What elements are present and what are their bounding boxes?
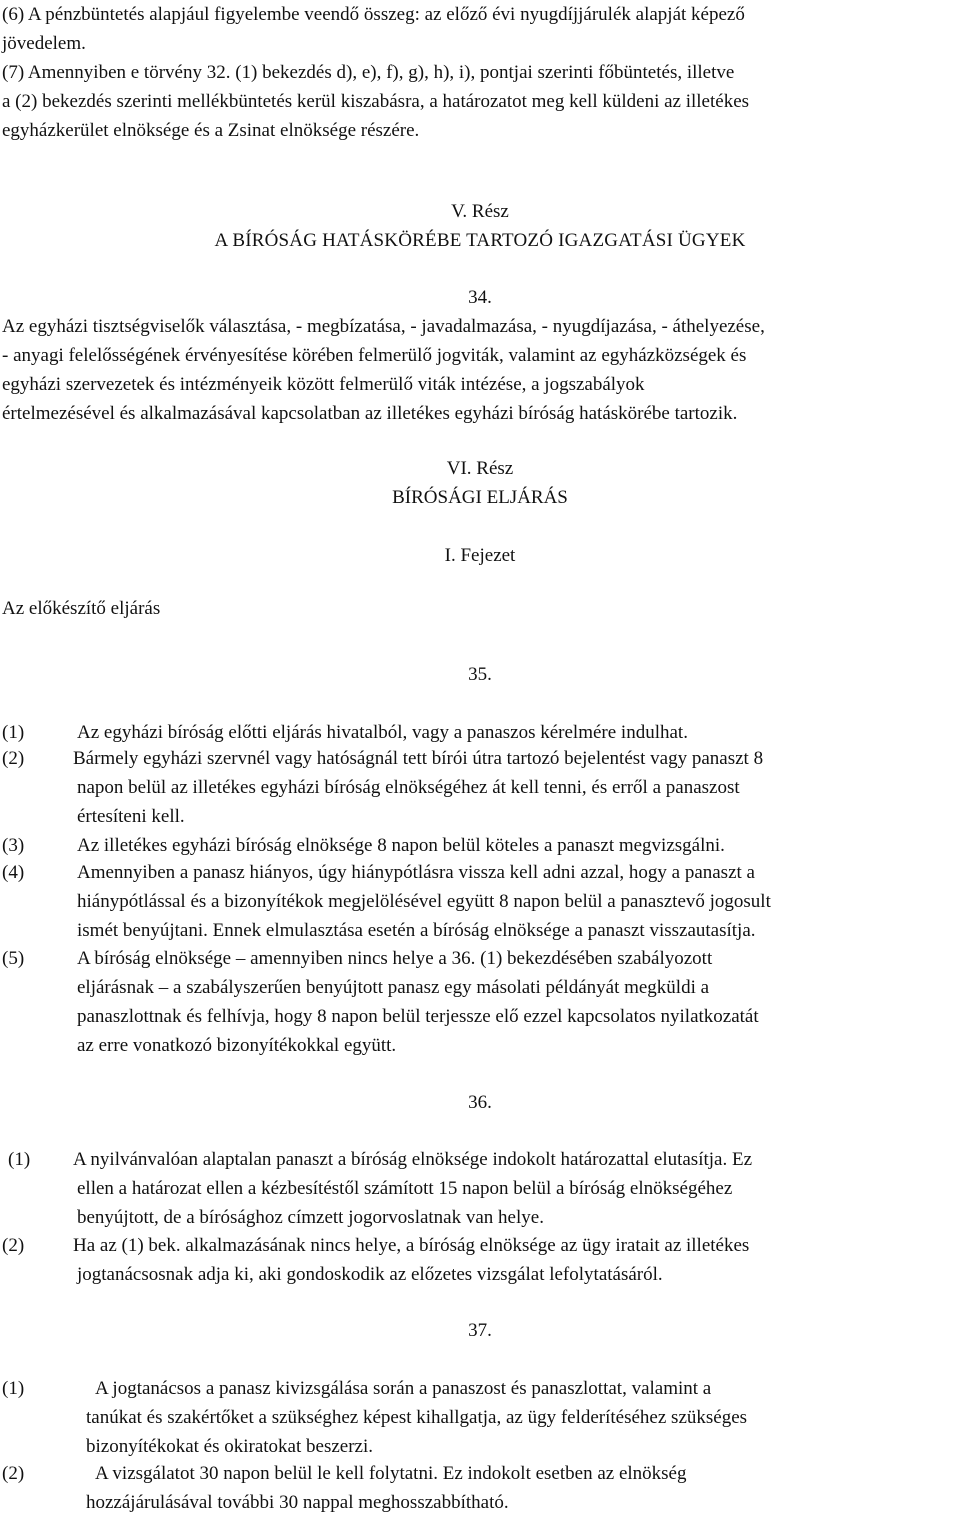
item-line: A nyilvánvalóan alaptalan panaszt a bíróság elnöksége indokolt határozattal elutasítja. Ez: [73, 1149, 753, 1170]
paragraph-7-line-3: egyházkerület elnöksége és a Zsinat elnöksége részére.: [2, 120, 420, 141]
section-37-heading: 37.: [468, 1320, 492, 1341]
item-line: az erre vonatkozó bizonyítékokkal együtt.: [77, 1035, 397, 1056]
item-line: hiánypótlással és a bizonyítékok megjelölésével együtt 8 napon belül a panasztevő jogosult: [77, 891, 771, 912]
item-line: ismét benyújtani. Ennek elmulasztása esetén a bíróság elnöksége a panaszt visszautasítja.: [77, 920, 756, 941]
section-36-heading: 36.: [468, 1092, 492, 1113]
item-line: Ha az (1) bek. alkalmazásának nincs helye, a bíróság elnöksége az ügy iratait az illetékes: [73, 1235, 750, 1256]
item-line: benyújtott, de a bírósághoz címzett jogorvoslatnak van helye.: [77, 1207, 544, 1228]
item-number: (1): [2, 722, 25, 743]
item-number: (1): [8, 1149, 31, 1170]
item-line: tanúkat és szakértőket a szükséghez képest kihallgatja, az ügy felderítéséhez szükséges: [86, 1407, 748, 1428]
item-line: ellen a határozat ellen a kézbesítéstől számított 15 napon belül a bíróság elnökségéhez: [77, 1178, 733, 1199]
item-number: (2): [2, 748, 25, 769]
section-34-line-1: Az egyházi tisztségviselők választása, - megbízatása, - javadalmazása, - nyugdíjazása, - áthelyezése,: [2, 316, 765, 337]
part-6-title: VI. Rész: [446, 458, 514, 479]
item-line: értesíteni kell.: [77, 806, 185, 827]
paragraph-6-line-1: (6) A pénzbüntetés alapjául figyelembe veendő összeg: az előző évi nyugdíjjárulék alapját képező: [2, 4, 745, 25]
item-line: A jogtanácsos a panasz kivizsgálása során a panaszost és panaszlottat, valamint a: [95, 1378, 712, 1399]
item-line: eljárásnak – a szabályszerűen benyújtott panasz egy másolati példányát megküldi a: [77, 977, 710, 998]
part-5-subtitle: A BÍRÓSÁG HATÁSKÖRÉBE TARTOZÓ IGAZGATÁSI ÜGYEK: [214, 230, 746, 251]
chapter-1-title: I. Fejezet: [444, 545, 516, 566]
item-number: (5): [2, 948, 25, 969]
item-line: Az illetékes egyházi bíróság elnöksége 8 napon belül köteles a panaszt megvizsgálni.: [77, 835, 725, 856]
item-line: Az egyházi bíróság előtti eljárás hivatalból, vagy a panaszos kérelmére indulhat.: [77, 722, 688, 743]
item-line: A vizsgálatot 30 napon belül le kell folytatni. Ez indokolt esetben az elnökség: [95, 1463, 687, 1484]
item-line: Amennyiben a panasz hiányos, úgy hiánypótlásra vissza kell adni azzal, hogy a panaszt a: [77, 862, 755, 883]
item-line: bizonyítékokat és okiratokat beszerzi.: [86, 1436, 374, 1457]
section-34-line-3: egyházi szervezetek és intézményeik között felmerülő viták intézése, a jogszabályok: [2, 374, 645, 395]
item-line: Bármely egyházi szervnél vagy hatóságnál tett bírói útra tartozó bejelentést vagy panaszt 8: [73, 748, 764, 769]
paragraph-7-line-1: (7) Amennyiben e törvény 32. (1) bekezdés d), e), f), g), h), i), pontjai szerinti főbüntetés, illetve: [2, 62, 735, 83]
item-line: hozzájárulásával további 30 nappal meghosszabbítható.: [86, 1492, 509, 1513]
item-number: (4): [2, 862, 25, 883]
chapter-1-name: Az előkészítő eljárás: [2, 598, 161, 619]
paragraph-6-line-2: jövedelem.: [2, 33, 86, 54]
item-line: A bíróság elnöksége – amennyiben nincs helye a 36. (1) bekezdésében szabályozott: [77, 948, 713, 969]
section-35-heading: 35.: [468, 664, 492, 685]
item-number: (2): [2, 1463, 25, 1484]
item-line: jogtanácsosnak adja ki, aki gondoskodik az előzetes vizsgálat lefolytatásáról.: [77, 1264, 663, 1285]
item-line: napon belül az illetékes egyházi bíróság elnökségéhez át kell tenni, és erről a panaszost: [77, 777, 740, 798]
section-34-line-2: - anyagi felelősségének érvényesítése körében felmerülő jogviták, valamint az egyházközségek és: [2, 345, 747, 366]
paragraph-7-line-2: a (2) bekezdés szerinti mellékbüntetés kerül kiszabásra, a határozatot meg kell küldeni az illetékes: [2, 91, 750, 112]
item-number: (1): [2, 1378, 25, 1399]
item-number: (3): [2, 835, 25, 856]
section-34-heading: 34.: [468, 287, 492, 308]
item-line: panaszlottnak és felhívja, hogy 8 napon belül terjessze elő ezzel kapcsolatos nyilatkozatát: [77, 1006, 759, 1027]
part-5-title: V. Rész: [451, 201, 509, 222]
item-number: (2): [2, 1235, 25, 1256]
part-6-subtitle: BÍRÓSÁGI ELJÁRÁS: [392, 487, 568, 508]
section-34-line-4: értelmezésével és alkalmazásával kapcsolatban az illetékes egyházi bíróság hatáskörébe tartozik.: [2, 403, 738, 424]
